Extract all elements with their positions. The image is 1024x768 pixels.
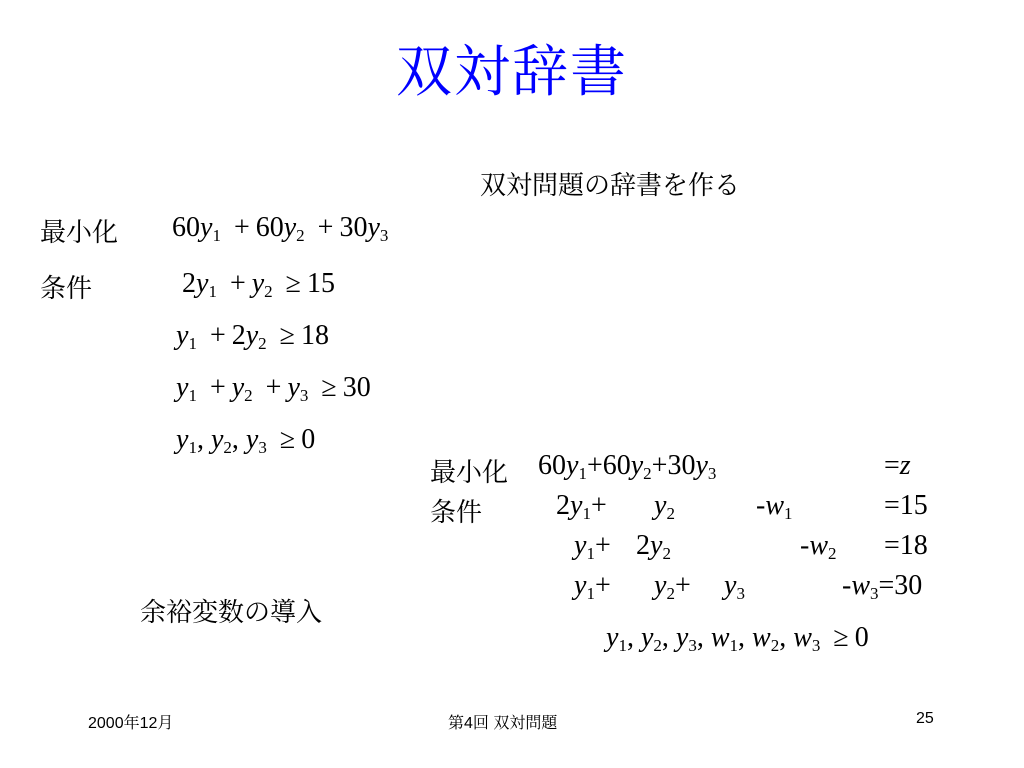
left-nonnegativity: $y_1$, $y_2$, $y_3 \ge 0$ xyxy=(176,424,316,457)
right-row1-rhs: =15 xyxy=(884,490,928,521)
right-objective-eq: =z xyxy=(884,450,911,481)
left-constraint-2: $y_1 + 2y_2 \ge 18$ xyxy=(176,320,330,353)
right-row3-y1: $y_1+$ xyxy=(574,570,611,603)
caption-make-dual-dictionary: 双対問題の辞書を作る xyxy=(480,171,741,201)
left-constraint-1: $2y_1 + y_2 \ge 15$ xyxy=(182,268,336,301)
right-row2-rhs: =18 xyxy=(884,530,928,561)
left-constraint-label: 条件 xyxy=(40,274,93,304)
right-row1-y2: $y_2$ xyxy=(654,490,675,523)
right-row2-y2: $2y_2$ xyxy=(636,530,671,563)
right-row3-y3: $y_3$ xyxy=(724,570,745,603)
footer-date: 2000年12月 xyxy=(88,715,174,732)
slide-title: 双対辞書 xyxy=(396,40,628,105)
right-row2-w2: $-w_2$ xyxy=(800,530,837,563)
right-row2-y1: $y_1+$ xyxy=(574,530,611,563)
footer-page-number: 25 xyxy=(916,710,934,727)
left-minimize-label: 最小化 xyxy=(40,218,119,248)
right-row1-y1: $2y_1+$ xyxy=(556,490,607,523)
footer-lecture-title: 第4回 双対問題 xyxy=(448,715,558,732)
caption-introduce-slack: 余裕変数の導入 xyxy=(140,598,323,628)
right-row3-w3: $-w_3=30$ xyxy=(842,570,923,603)
left-objective: $60y_1 + 60y_2 + 30y_3$ xyxy=(172,212,389,245)
right-row3-y2: $y_2+$ xyxy=(654,570,691,603)
right-row1-w1: $-w_1$ xyxy=(756,490,793,523)
right-minimize-label: 最小化 xyxy=(430,458,509,488)
right-objective: $60y_1+60y_2+30y_3$ xyxy=(538,450,717,483)
right-nonnegativity: $y_1$, $y_2$, $y_3$, $w_1$, $w_2$, $w_3 \ge 0$ xyxy=(606,622,869,655)
right-constraint-label: 条件 xyxy=(430,498,483,528)
left-constraint-3: $y_1 + y_2 + y_3 \ge 30$ xyxy=(176,372,371,405)
